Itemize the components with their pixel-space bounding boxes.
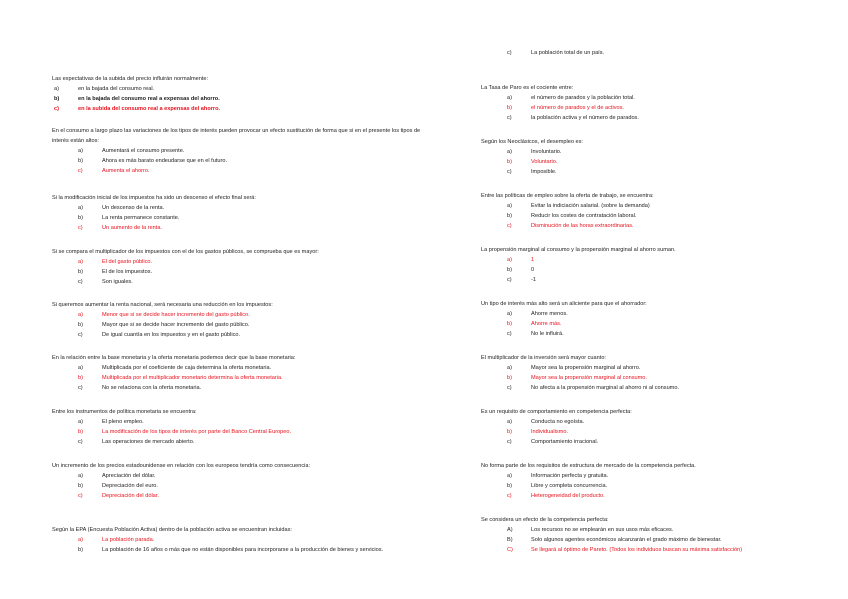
right-question-8 [481,407,821,447]
right-question-10 [481,515,821,555]
option-text: Evitar la indiciación salarial. (sobre la demanda) [531,203,650,209]
answer-option [507,427,821,437]
option-letter: a) [78,205,83,211]
question-stem: Un tipo de interés más alto será un aliciente para que el ahorrador: [481,301,647,307]
option-letter: a) [78,148,83,154]
question-stem: Si la modificación inicial de los impuestos ha sido un descenso el efecto final será: [52,195,256,201]
option-letter: c) [78,279,83,285]
option-letter: b) [507,321,512,327]
option-letter: B) [507,537,513,543]
answer-option [78,481,432,491]
answer-option [78,535,432,545]
answer-option [507,211,821,221]
option-letter: a) [507,311,512,317]
answer-option [507,48,821,58]
option-letter: c) [507,331,512,337]
answer-option [78,417,432,427]
option-text: La población de 16 años o más que no están disponibles para incorporarse a la producción de bienes y servicios. [102,547,384,553]
answer-option [507,437,821,447]
answer-option [78,310,432,320]
option-text: Mayor sea la propensión marginal al consumo. [531,375,647,381]
option-text: Depreciación del euro. [102,483,158,489]
option-letter: a) [507,419,512,425]
answer-option [507,255,821,265]
answer-option [78,545,432,555]
answer-option [78,257,432,267]
answer-option [507,221,821,231]
option-text: Conducta no egoísta. [531,419,585,425]
answer-option [507,417,821,427]
question-stem: La propensión marginal al consumo y la propensión marginal al ahorro suman. [481,247,676,253]
answer-option [507,525,821,535]
right-question-7 [481,353,821,393]
answer-option [78,437,432,447]
answer-option [78,277,432,287]
answer-option [507,309,821,319]
answer-option [78,471,432,481]
option-letter: a) [78,259,83,265]
option-text: Son iguales. [102,279,133,285]
option-text: Comportamiento irracional. [531,439,599,445]
answer-option [507,265,821,275]
answer-option [507,319,821,329]
option-letter: c) [507,277,512,283]
question-stem: Es un requisito de comportamiento en competencia perfecta: [481,409,632,415]
option-text: Menor que si se decide hacer incremento del gasto público. [102,312,250,318]
answer-option [78,427,432,437]
answer-option [78,146,432,156]
answer-option [507,103,821,113]
question-stem: Si queremos aumentar la renta nacional, será necesaria una reducción en los impuestos: [52,302,273,308]
option-text: en la bajada del consumo real a expensas del ahorro. [78,96,220,102]
question-stem: Un incremento de los precios estadounidense en relación con los europeos tendría como consecuencia: [52,463,311,469]
option-letter: c) [507,439,512,445]
left-question-3 [52,193,432,233]
question-stem: Según la EPA (Encuesta Población Activa) dentro de la población activa se encuentran incluidas: [52,527,292,533]
question-stem: La Tasa de Paro es el cociente entre: [481,85,574,91]
answer-option [78,213,432,223]
answer-option [78,491,432,501]
option-text: el número de parados y la población total. [531,95,635,101]
option-letter: a) [78,473,83,479]
left-question-5 [52,300,432,340]
option-letter: a) [78,419,83,425]
answer-option [54,104,432,114]
option-text: Imposible. [531,169,557,175]
left-question-1 [52,74,432,114]
answer-option [507,535,821,545]
option-letter: b) [507,213,512,219]
option-text: La población total de un país. [531,50,605,56]
option-text: Heterogeneidad del producto. [531,493,605,499]
option-text: Individualismo. [531,429,568,435]
option-letter: a) [54,86,59,92]
option-text: Aumentará el consumo presente. [102,148,185,154]
option-text: Multiplicada por el coeficiente de caja determina la oferta monetaria. [102,365,272,371]
option-letter: c) [507,493,512,499]
option-text: El de los impuestos. [102,269,153,275]
option-text: Libre y completa concurrencia. [531,483,608,489]
option-text: Las operaciones de mercado abierto. [102,439,195,445]
question-stem: Si se compara el multiplicador de los impuestos con el de los gastos públicos, se comprueba que es mayor: [52,249,319,255]
option-letter: a) [507,473,512,479]
option-letter: b) [78,215,83,221]
answer-option [78,267,432,277]
option-letter: b) [78,269,83,275]
question-stem: Las expectativas de la subida del precio influirán normalmente: [52,76,209,82]
left-question-2 [52,126,432,176]
option-text: Ahorre menos. [531,311,568,317]
option-letter: b) [507,267,512,273]
option-text: 0 [531,267,535,273]
option-text: No afecta a la propensión marginal al ahorro ni al consumo. [531,385,680,391]
option-letter: a) [507,365,512,371]
option-letter: b) [507,375,512,381]
answer-option [507,329,821,339]
answer-option [78,203,432,213]
option-text: el número de parados y el de activos. [531,105,624,111]
option-letter: C) [507,547,513,553]
answer-option [78,373,432,383]
option-letter: c) [78,332,83,338]
option-text: Solo algunos agentes económicos alcanzarán el grado máximo de bienestar. [531,537,722,543]
option-text: Un descenso de la renta. [102,205,165,211]
option-text: Ahora es más barato endeudarse que en el futuro. [102,158,228,164]
question-stem: No forma parte de los requisitos de estructura de mercado de la competencia perfecta. [481,463,696,469]
left-question-6 [52,353,432,393]
option-letter: a) [78,365,83,371]
option-letter: c) [78,439,83,445]
left-question-4 [52,247,432,287]
option-letter: a) [507,257,512,263]
option-text: 1 [531,257,535,263]
option-text: La renta permanece constante. [102,215,180,221]
option-text: Un aumento de la renta. [102,225,163,231]
right-question-4 [481,191,821,231]
answer-option [78,383,432,393]
option-text: Ahorre más. [531,321,562,327]
left-question-8 [52,461,432,501]
option-text: No le influirá. [531,331,564,337]
answer-option [507,373,821,383]
option-text: La modificación de los tipos de interés por parte del Banco Central Europeo. [102,429,292,435]
option-letter: c) [507,50,512,56]
question-stem: Según los Neoclásicos, el desempleo es: [481,139,583,145]
option-text: Depreciación del dólar. [102,493,159,499]
right-question-9 [481,461,821,501]
question-stem: Entre las políticas de empleo sobre la oferta de trabajo, se encuentra: [481,193,654,199]
option-letter: b) [507,105,512,111]
option-letter: c) [78,168,83,174]
answer-option [54,84,432,94]
right-question-3 [481,137,821,177]
option-letter: b) [78,375,83,381]
answer-option [507,491,821,501]
option-text: Disminución de las horas extraordinarias. [531,223,634,229]
option-letter: b) [507,483,512,489]
option-letter: b) [78,547,83,553]
option-text: Aumenta el ahorro. [102,168,150,174]
option-text: en la bajada del consumo real. [78,86,155,92]
option-letter: A) [507,527,513,533]
option-text: -1 [531,277,536,283]
question-stem: En la relación entre la base monetaria y la oferta monetaria podemos decir que la base monetaria: [52,355,296,361]
option-letter: a) [78,312,83,318]
option-letter: c) [78,225,83,231]
option-text: Reducir los costes de contratación laboral. [531,213,637,219]
answer-option [507,167,821,177]
right-question-2 [481,83,821,123]
option-letter: a) [507,95,512,101]
answer-option [507,147,821,157]
option-letter: c) [78,385,83,391]
option-letter: c) [507,115,512,121]
option-text: Voluntario. [531,159,558,165]
right-question-1 [481,48,821,58]
option-text: El del gasto público. [102,259,153,265]
option-letter: c) [78,493,83,499]
option-text: Se llegará al óptimo de Pareto. (Todos los individuos buscan su máxima satisfacción) [531,547,743,553]
answer-option [78,363,432,373]
left-question-7 [52,407,432,447]
question-stem: Se considera un efecto de la competencia perfecta: [481,517,609,523]
answer-option [78,166,432,176]
answer-option [507,545,821,555]
option-text: El pleno empleo. [102,419,144,425]
answer-option [507,157,821,167]
answer-option [507,363,821,373]
option-letter: a) [507,203,512,209]
answer-option [78,330,432,340]
question-stem: El multiplicador de la inversión será mayor cuanto: [481,355,606,361]
option-text: Mayor sea la propensión marginal al ahorro. [531,365,641,371]
option-text: De igual cuantía en los impuestos y en el gasto público. [102,332,241,338]
option-text: La población parada. [102,537,155,543]
option-letter: b) [507,159,512,165]
right-question-5 [481,245,821,285]
option-text: Los recursos no se emplearán en sus usos más eficaces. [531,527,674,533]
option-letter: c) [507,385,512,391]
answer-option [507,93,821,103]
answer-option [507,481,821,491]
option-text: Información perfecta y gratuita. [531,473,609,479]
answer-option [507,113,821,123]
option-letter: b) [78,483,83,489]
answer-option [507,275,821,285]
option-text: Mayor que si se decide hacer incremento del gasto público. [102,322,250,328]
option-letter: b) [78,429,83,435]
option-letter: b) [507,429,512,435]
answer-option [507,471,821,481]
option-text: Involuntario. [531,149,562,155]
option-letter: a) [507,149,512,155]
answer-option [78,223,432,233]
right-question-6 [481,299,821,339]
answer-option [507,201,821,211]
option-letter: b) [78,322,83,328]
left-question-9 [52,525,432,555]
option-text: en la subida del consumo real a expensas del ahorro. [78,106,221,112]
answer-option [54,94,432,104]
option-letter: a) [78,537,83,543]
option-letter: b) [54,96,60,102]
answer-option [507,383,821,393]
option-letter: b) [78,158,83,164]
option-letter: c) [507,169,512,175]
option-letter: c) [507,223,512,229]
option-text: No se relaciona con la oferta monetaria. [102,385,202,391]
option-text: Multiplicada por el multiplicador monetario determina la oferta monetaria. [102,375,283,381]
option-text: la población activa y el número de parados. [531,115,639,121]
question-stem: En el consumo a largo plazo las variaciones de los tipos de interés pueden provocar un efecto sustitución de forma que si en el presente los tipos de interés están altos: [52,128,421,144]
answer-option [78,320,432,330]
answer-option [78,156,432,166]
question-stem: Entre los instrumentos de política monetaria se encuentra: [52,409,197,415]
option-text: Apreciación del dólar. [102,473,156,479]
option-letter: c) [54,106,59,112]
